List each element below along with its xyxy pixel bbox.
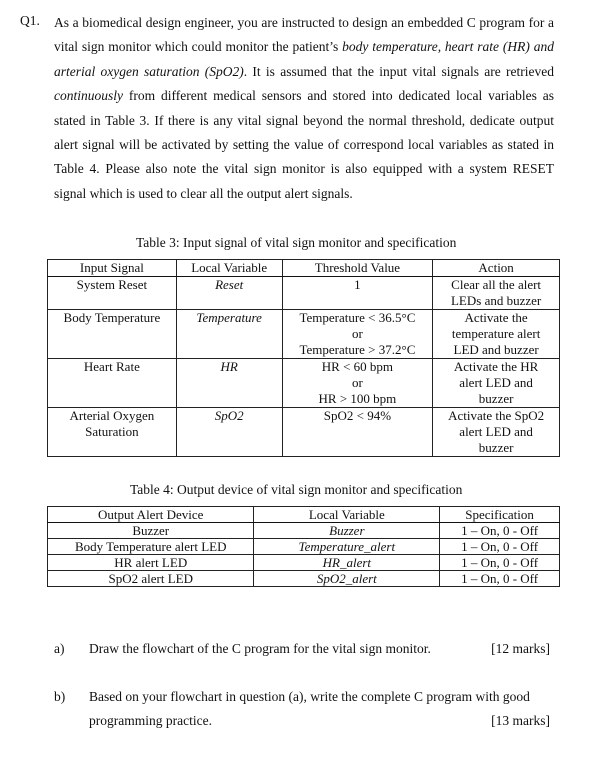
table-row [48,359,560,408]
threshold-cell-line: or [351,326,363,341]
input-signal-cell [48,408,177,457]
specification-cell [440,555,560,571]
action-cell-line: alert LED and [459,424,533,439]
specification-cell [440,539,560,555]
action-cell-line: Activate the HR [453,359,539,374]
table4-header-text: Output Alert Device [98,507,204,522]
output-device-cell [48,555,254,571]
local-variable-text: Reset [215,277,244,292]
local-variable-cell [176,277,282,310]
specification-text: 1 – On, 0 - Off [461,571,539,586]
output-variable-text: HR_alert [322,555,372,570]
table4-caption: Table 4: Output device of vital sign monitor and specification [130,482,463,497]
input-signal-cell [48,359,177,408]
question-text-segment: body temperature, heart rate (HR) and arterial oxygen saturation (SpO2) [54,39,554,79]
local-variable-text: Temperature [196,310,262,325]
action-cell-line: alert LED and [459,375,533,390]
local-variable-cell [176,359,282,408]
output-variable-text: Temperature_alert [298,539,396,554]
output-variable-cell [254,571,440,587]
specification-text: 1 – On, 0 - Off [461,523,539,538]
output-variable-cell [254,555,440,571]
output-device-text: SpO2 alert LED [108,571,193,586]
part-a-text: Draw the flowchart of the C program for the vital sign monitor. [89,641,431,656]
output-device-text: Buzzer [132,523,170,538]
question-text-segment: continuously [54,88,123,104]
action-cell [433,408,560,457]
specification-cell [440,571,560,587]
table3-header-text: Input Signal [79,260,144,275]
local-variable-text: SpO2 [214,408,244,423]
action-cell-line: Activate the [464,310,528,325]
threshold-cell-line: HR > 100 bpm [318,391,397,406]
output-variable-cell [254,539,440,555]
table4-header-cell [254,507,440,523]
question-text-segment: from different medical sensors and stored into dedicated local variables as stated in Table 3. If there is any vital signal beyond the normal threshold, dedicate output alert signal will be activated by setting the value of correspond local variables as stated in Table 4. Please also note the vital sign monitor is also equipped with a system RESET signal which is used to clear all the output alert signals. [54,88,554,201]
table3-header-cell [176,260,282,277]
part-a-label: a) [54,641,65,656]
threshold-cell-line: Temperature < 36.5°C [299,310,416,325]
specification-text: 1 – On, 0 - Off [461,539,539,554]
input-signal-cell-line: Heart Rate [83,359,140,374]
threshold-cell-line: 1 [354,277,361,292]
part-a-marks: [12 marks] [491,641,550,656]
table4-header-text: Local Variable [308,507,385,522]
table4-header-cell [440,507,560,523]
table3-header-text: Local Variable [191,260,268,275]
action-cell-line: LEDs and buzzer [450,293,542,308]
output-variable-cell [254,523,440,539]
input-signal-cell-line: Arterial Oxygen [69,408,155,423]
action-cell-line: Clear all the alert [451,277,542,292]
table3-header-cell [48,260,177,277]
table-row [48,277,560,310]
question-text [54,11,554,206]
table3-caption: Table 3: Input signal of vital sign monitor and specification [136,235,457,250]
table-row [48,523,560,539]
part-b-text-line2: programming practice. [89,713,212,728]
input-signal-cell [48,277,177,310]
threshold-cell-line: Temperature > 37.2°C [299,342,416,357]
action-cell [433,277,560,310]
threshold-cell [282,310,433,359]
table-row [48,408,560,457]
threshold-cell [282,408,433,457]
question-text-segment: . It is assumed that the input vital signals are retrieved [243,63,554,79]
local-variable-text: HR [220,359,238,374]
part-b-label: b) [54,689,66,704]
table3-header-text: Action [478,260,514,275]
question-text-segment: As a biomedical design engineer, you are instructed to design an embedded C program for a vital sign monitor which could monitor the patient’s [54,15,554,55]
threshold-cell-line: HR < 60 bpm [321,359,394,374]
table4-header-row [48,507,560,523]
threshold-cell [282,359,433,408]
threshold-cell [282,277,433,310]
action-cell-line: buzzer [478,391,514,406]
action-cell-line: buzzer [478,440,514,455]
output-device-cell [48,523,254,539]
specification-cell [440,523,560,539]
table3 [47,259,560,457]
table3-header-text: Threshold Value [314,260,401,275]
action-cell-line: LED and buzzer [453,342,539,357]
table3-header-cell [282,260,433,277]
action-cell-line: temperature alert [451,326,541,341]
output-variable-text: Buzzer [329,523,365,538]
input-signal-cell-line: Body Temperature [63,310,161,325]
action-cell [433,310,560,359]
local-variable-cell [176,408,282,457]
table3-header-row [48,260,560,277]
table4-header-cell [48,507,254,523]
part-b-text-line1: Based on your flowchart in question (a), write the complete C program with good [89,689,530,704]
output-device-text: HR alert LED [114,555,188,570]
local-variable-cell [176,310,282,359]
threshold-cell-line: or [351,375,363,390]
table-row [48,539,560,555]
table3-header-cell [433,260,560,277]
table4 [47,506,560,587]
input-signal-cell-line: System Reset [76,277,148,292]
action-cell [433,359,560,408]
threshold-cell-line: SpO2 < 94% [323,408,392,423]
table-row [48,555,560,571]
part-b-marks: [13 marks] [491,713,550,728]
question-number: Q1. [20,13,40,28]
table4-header-text: Specification [465,507,534,522]
specification-text: 1 – On, 0 - Off [461,555,539,570]
input-signal-cell-line: Saturation [85,424,139,439]
action-cell-line: Activate the SpO2 [448,408,545,423]
output-variable-text: SpO2_alert [316,571,377,586]
output-device-text: Body Temperature alert LED [74,539,227,554]
input-signal-cell [48,310,177,359]
output-device-cell [48,539,254,555]
table-row [48,571,560,587]
table-row [48,310,560,359]
output-device-cell [48,571,254,587]
